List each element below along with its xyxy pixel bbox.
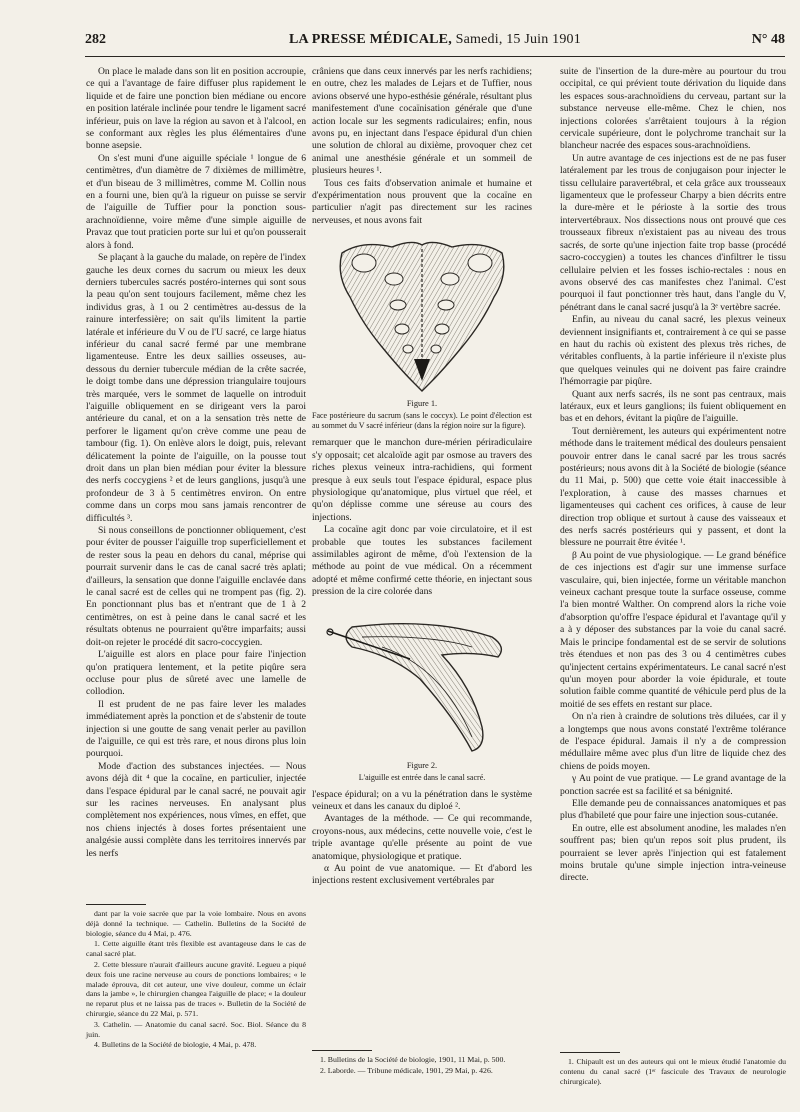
paragraph: Si nous conseillons de ponctionner obliquement, c'est pour éviter de pousser l'aiguille trop superficiellement et de rester sous la peau en dehors du canal, méprise qui pourrait survenir dans le cas de canal sacré très aplati; d'ailleurs, la sensation que donne l'aiguille enclavée dans le canal sacré est de celles qui ne trompent pas (fig. 2). En ponctionnant plus bas et n'entrant que de 1 à 2 centimètres, on est à peine dans le canal sacré et les résultats obtenus ne pourraient qu'être imparfaits; aussi doit-on rejeter le procédé dit sacro-coccygien. <box>86 525 306 648</box>
footnotes-column-1 <box>86 904 306 1051</box>
paragraph: On place le malade dans son lit en position accroupie, ce qui a l'avantage de faire diffuser plus rapidement le liquide et de faire une ponction bien médiane ou encore en position latérale inclinée pour tendre le ligament sacré inférieur, puis on lave la région au savon et à l'alcool, en se conformant aux règles les plus élémentaires d'une bonne asepsie. <box>86 66 306 152</box>
page-number: 282 <box>85 32 106 47</box>
footnote: 3. Cathelin. — Anatomie du canal sacré. Soc. Biol. Séance du 8 juin. <box>86 1019 306 1039</box>
issue-number: N° 48 <box>751 32 785 47</box>
paragraph-avantages: Avantages de la méthode. — Ce qui recommande, croyons-nous, aux médecins, cette nouvelle voie, c'est le triple avantage qu'elle présente au point de vue anatomique, physiologique et pratique. <box>312 813 532 862</box>
footnote-rule <box>560 1052 620 1053</box>
footnote: 2. Cette blessure n'aurait d'ailleurs aucune gravité. Legueu a piqué deux fois une racine nerveuse au cours de ponctions lombaires; « le malade éprouva, dit cet auteur, une vive douleur, comme un éclair dans la jambe », le chirurgien changea l'aiguille de place; « la douleur ne reparut plus et ne laissa pas de traces ». Bulletin de la Société de chirurgie, séance du 22 Mai, p. 571. <box>86 959 306 1018</box>
paragraph: On s'est muni d'une aiguille spéciale ¹ longue de 6 centimètres, d'un diamètre de 7 dixièmes de millimètre, et d'un biseau de 3 millimètres, comme M. Collin nous en a fourni une, bien qu'à la rigueur on puisse se servir de l'aiguille de Tuffier pour la ponction sous-arachnoïdienne, voire même d'une simple aiguille de Pravaz que tout praticien porte sur lui et qu'on pousserait alors à fond. <box>86 152 306 251</box>
journal-name: LA PRESSE MÉDICALE, <box>289 32 452 47</box>
paragraph: On n'a rien à craindre de solutions très diluées, car il y a longtemps que nous avons constaté l'extrême tolérance de l'espace épidural. Jamais il n'y a de compression médullaire même avec plus d'un litre de liquide chez des chiens de poids moyen. <box>560 711 786 772</box>
footnote-rule <box>312 1050 372 1051</box>
paragraph: Un autre avantage de ces injections est de ne pas fuser latéralement par les trous de conjugaison pour injecter le tissu cellulaire paravertébral, et cela grâce aux trousseaux ligamenteux que le professeur Charpy a bien décrits entre la dure-mère et le périoste à la sortie des trous intervertébraux. Nos dissections nous ont prouvé que ces trousseaux fibreux n'existaient pas au niveau des trous sacrés, de sorte qu'une injection faite trop basse (procédé sacro-coccygien) a toutes les chances d'infiltrer le tissu cellulaire pelvien et les fosses ischio-rectales : nous en avons observé des cas manifestes chez l'animal. C'est pourquoi il faut ponctionner très haut, dans l'angle du V, pénétrant dans le canal sacré jusqu'à la 3ᵉ vertèbre sacrée. <box>560 152 786 313</box>
paragraph: α Au point de vue anatomique. — Et d'abord les injections restent exclusivement vertébrales par <box>312 863 532 887</box>
paragraph: La cocaïne agit donc par voie circulatoire, et il est probable que toutes les substances facilement assimilables agiront de même, d'où l'extension de la méthode au point de vue médical. On a récemment adopté et même confirmé cette théorie, en injectant sous pression de la cire colorée dans <box>312 524 532 598</box>
paragraph: β Au point de vue physiologique. — Le grand bénéfice de ces injections est d'agir sur une immense surface vasculaire, qui, bien injectée, forme un véritable manchon veineux cachant presque toute la surface osseuse, comme l'a bien montré Walther. On comprend alors la riche voie d'absorption qu'offre l'espace épidural et l'avantage qu'il y a à y déposer des substances par la voie du canal sacré. Mais le principe fondamental est de se servir de solutions très étendues et non pas des 3 ou 4 centimètres cubes qu'injectent certains expérimentateurs. Le canal sacré n'est qu'un moyen pour aborder la voie épidurale, et toute solution faible comme quantité de véhicule perd plus de la moitié de ses effets en restant sur place. <box>560 549 786 710</box>
footnote: 1. Chipault est un des auteurs qui ont le mieux étudié l'anatomie du contenu du canal sacré (1ᵉʳ fascicule des Travaux de neurologie chirurgicale). <box>560 1057 786 1086</box>
footnote: 2. Laborde. — Tribune médicale, 1901, 29 Mai, p. 426. <box>320 1065 493 1075</box>
footnote: dant par la voie sacrée que par la voie lombaire. Nous en avons déjà donné la technique. — Cathelin. Bulletins de la Société de biologie, séance du 4 Mai, p. 476. <box>86 909 306 938</box>
paragraph: Elle demande peu de connaissances anatomiques et pas plus d'habileté que pour faire une injection sous-cutanée. <box>560 797 786 822</box>
figure-1-title: Figure 1. <box>406 399 438 409</box>
paragraph: Se plaçant à la gauche du malade, on repère de l'index gauche les deux cornes du sacrum ou mieux les deux derniers tubercules sacrés postéro-internes qui sont sous la peau qu'on sent toujours facilement, même chez les individus gras, à 1 ou 2 centimètres au-dessus de la rainure interfessière; on sait qu'ils limitent la partie latérale et inférieure du V ou de l'U sacré, ce large hiatus inférieur du canal sacré fermé par une membrane ligamenteuse. Entre les deux saillies osseuses, au-dessous du dernier tubercule médian de la crête sacrée, le doigt tombe dans une dépression triangulaire toujours très marquée, vers le sommet de laquelle on introduit l'aiguille obliquement en se dirigeant vers la paroi antérieure du canal, et on a la sensation très nette de perforer le ligament qu'on crève comme une peau de tambour (fig. 1). On enlève alors le doigt, puis, relevant délicatement la pointe de l'aiguille, on la pousse tout droit dans un plan bien médian pour éviter la blessure des nerfs coccygiens ² et de leurs ganglions, jusqu'à une profondeur de 3 à 5 centimètres environ. On entre comme dans un corps mou sans jamais rencontrer de difficultés ³. <box>86 252 306 524</box>
figure-2-title: Figure 2. <box>406 760 438 770</box>
paragraph: crâniens que dans ceux innervés par les nerfs rachidiens; en outre, chez les malades de Lejars et de Tuffier, nous avions observé une hypo-esthésie générale, résultant plus manifestement d'une cocaïnisation générale que d'une action locale sur les segments radiculaires; enfin, nous avons pu, en injectant dans l'espace épidural d'un chien une solution de chloral au dixième, provoquer chez cet animal une anesthésie générale et un sommeil de plusieurs heures ¹. <box>312 66 532 177</box>
column-3 <box>560 66 786 885</box>
page-header <box>85 30 785 57</box>
footnotes-column-3 <box>560 1052 786 1087</box>
paragraph: l'espace épidural; on a vu la pénétration dans le système veineux et dans les canaux du diploé ². <box>312 788 532 812</box>
paragraph: L'aiguille est alors en place pour faire l'injection qu'on pratiquera lentement, et la petite piqûre sera occluse pour plus de sûreté avec une lamelle de collodion. <box>86 649 306 698</box>
figure-1 <box>312 235 532 431</box>
paragraph: Enfin, au niveau du canal sacré, les plexus veineux deviennent insignifiants et, contrairement à ce qui se passe en haut du rachis où existent des plexus très riches, de véritables confluents, à la partie inférieure il n'existe plus que quelques veinules qui ne doivent pas faire craindre l'hémorragie par piqûre. <box>560 314 786 388</box>
footnote: 4. Bulletins de la Société de biologie, 4 Mai, p. 478. <box>94 1040 257 1050</box>
needle-sacral-canal-illustration <box>322 607 522 757</box>
footnote-rule <box>86 904 146 905</box>
paragraph: Tout dernièrement, les auteurs qui expérimentent notre méthode dans le traitement médical des douleurs pensaient pouvoir entrer dans le canal sacré par les trous sacrés postérieurs; nous avons dit à la Société de biologie (séance du 11 Mai, p. 500) que cette voie était inaccessible à l'exploration, à cause des masses charnues et ligamenteuses qui cachent ces orifices, à cause de leur direction trop oblique et surtout à cause des vaisseaux et des nerfs sacrés postérieurs qui y passent, et dont la blessure ne pourrait être évitée ¹. <box>560 425 786 549</box>
footnote: 1. Bulletins de la Société de biologie, 1901, 11 Mai, p. 500. <box>320 1055 506 1064</box>
column-2 <box>312 66 532 888</box>
paragraph: Il est prudent de ne pas faire lever les malades immédiatement après la ponction et de s'abstenir de toute injection si une goutte de sang venait perler au pavillon de l'aiguille, ce qui est très rare, et nous dirons plus loin pourquoi. <box>86 698 306 760</box>
footnotes-column-2 <box>312 1050 542 1077</box>
figure-2 <box>312 607 532 783</box>
paragraph: Quant aux nerfs sacrés, ils ne sont pas centraux, mais latéraux, eux et leurs ganglions; ils fuient obliquement en bas et en dehors, évitant la piqûre de l'aiguille. <box>560 388 786 425</box>
paragraph: remarquer que le manchon dure-mérien périradiculaire s'y opposait; cet alcaloïde agit par osmose au travers des riches plexus veineux intra-rachidiens, qui forment presque à eux seuls tout l'espace épidural, espace plus physiologique qu'anatomique, plus virtuel que réel, et qu'on déplisse comme une séreuse au cours des injections. <box>312 437 532 523</box>
paragraph-mode-action: Mode d'action des substances injectées. — Nous avons déjà dit ⁴ que la cocaïne, en particulier, injectée dans l'espace épidural par le canal sacré, ne pouvait agir sur les racines nerveuses. En analysant plus complètement nos expériences, nous vîmes, en effet, que nos chiens injectés à doses fortes présentaient une analgésie aussi complète dans les territoires innervés par les nerfs <box>86 760 306 859</box>
figure-2-caption: L'aiguille est entrée dans le canal sacré. <box>358 772 486 782</box>
paragraph: suite de l'insertion de la dure-mère au pourtour du trou occipital, ce qui prévient toute dérivation du liquide dans les espaces sous-arachnoïdiens du cerveau, partant sur la substance nerveuse elle-même. Chez le chien, nos injections colorées s'arrêtaient toujours à la région cervicale supérieure, dont le polychrome tranchait sur la blancheur nacrée des espaces sous-arachnoïdiens. <box>560 66 786 152</box>
footnote: 1. Cette aiguille étant très flexible est avantageuse dans le cas de canal sacré plat. <box>86 939 306 959</box>
paragraph: Tous ces faits d'observation animale et humaine et d'expérimentation nous prouvent que la cocaïne en particulier n'agit pas directement sur les racines nerveuses, et nous avons fait <box>312 177 532 226</box>
journal-title <box>85 32 785 48</box>
column-1 <box>86 66 306 860</box>
figure-1-caption: Face postérieure du sacrum (sans le coccyx). Le point d'élection est au sommet du V sacré inférieur (dans la région noire sur la figure). <box>312 411 532 431</box>
paragraph: γ Au point de vue pratique. — Le grand avantage de la ponction sacrée est sa facilité et sa bénignité. <box>560 773 786 797</box>
issue-date: Samedi, 15 Juin 1901 <box>455 32 581 47</box>
sacrum-illustration <box>322 235 522 395</box>
paragraph: En outre, elle est absolument anodine, les malades n'en souffrent pas; bien qu'un repos soit plus prudent, ils pourraient se lever après l'injection qui est fatalement moins brutale qu'une simple injection intra-veineuse directe. <box>560 822 786 884</box>
